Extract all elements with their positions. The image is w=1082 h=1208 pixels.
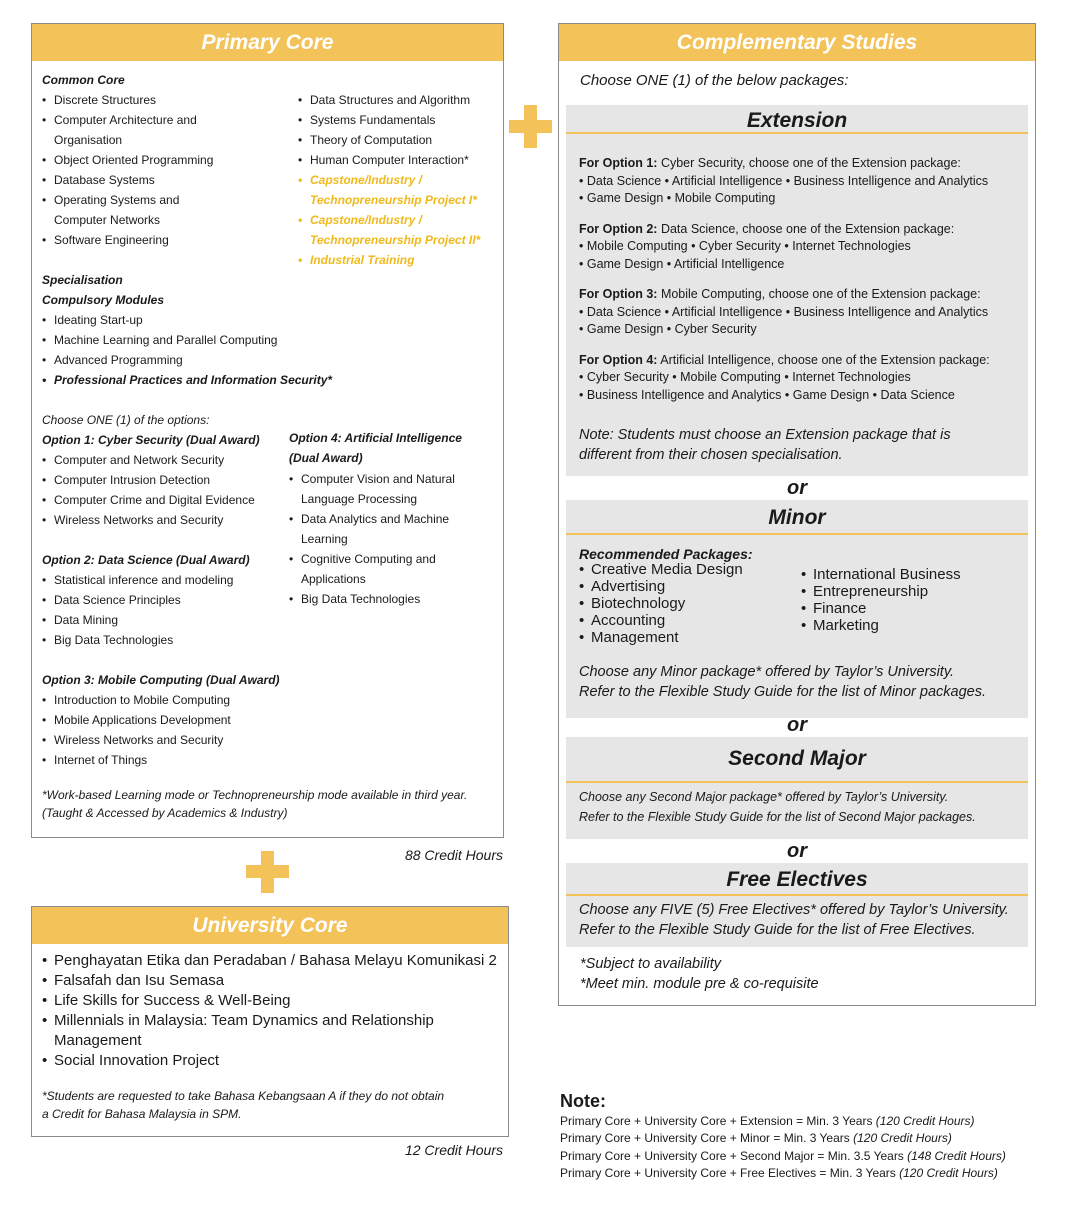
note-hours: (120 Credit Hours) (853, 1131, 952, 1146)
list-item: • Data Analytics and Machine (289, 509, 489, 529)
list-item-text: Management (54, 1032, 142, 1049)
option-packages: • Cyber Security • Mobile Computing • Internet Technologies (579, 370, 911, 384)
or-separator: or (787, 477, 807, 499)
list-item: • International Business (801, 566, 1011, 583)
list-item: • Penghayatan Etika dan Peradaban / Bahasa Melayu Komunikasi 2 (42, 951, 502, 971)
list-item-text: Learning (301, 532, 348, 546)
note-line: Choose any FIVE (5) Free Electives* offered by Taylor’s University. (579, 902, 1009, 918)
list-item: • Computer Intrusion Detection (42, 470, 282, 490)
note-heading: Note: (560, 1091, 606, 1111)
list-item: • Life Skills for Success & Well-Being (42, 991, 502, 1011)
common-core-heading: Common Core (42, 73, 125, 87)
list-item: • Falsafah dan Isu Semasa (42, 971, 502, 991)
option1-list (42, 450, 282, 530)
list-item: • Advanced Programming (42, 350, 442, 370)
list-item: • Entrepreneurship (801, 583, 1011, 600)
extension-options (579, 155, 1019, 417)
footnote-line: (Taught & Accessed by Academics & Industry) (42, 806, 288, 820)
list-item: • Marketing (801, 617, 1011, 634)
list-item: • Mobile Applications Development (42, 710, 302, 730)
free-electives-title: Free Electives (566, 863, 1028, 896)
option-label: For Option 4: (579, 352, 658, 367)
list-item-highlight: • Industrial Training (298, 250, 498, 270)
list-item: • Professional Practices and Information Security* (42, 370, 442, 390)
list-item: • Big Data Technologies (42, 630, 282, 650)
free-electives-section (566, 863, 1028, 947)
list-item: • Management (579, 629, 789, 646)
list-item-cont (289, 489, 489, 509)
plus-icon (246, 851, 289, 893)
option-packages: • Mobile Computing • Cyber Security • Internet Technologies (579, 239, 911, 253)
note-line: Choose any Minor package* offered by Taylor’s University. (579, 664, 955, 680)
list-item: • Social Innovation Project (42, 1051, 502, 1071)
list-item: • Data Mining (42, 610, 282, 630)
university-core-list (42, 951, 502, 1071)
university-core-panel (31, 906, 509, 1137)
option1-title: Option 1: Cyber Security (Dual Award) (42, 433, 260, 447)
option-text: Data Science, choose one of the Extension package: (657, 221, 955, 236)
option4-title-line1: Option 4: Artificial Intelligence (289, 431, 462, 445)
note-line (560, 1148, 1060, 1165)
minor-right-list (801, 566, 1011, 634)
option3-list (42, 690, 302, 770)
option-label: For Option 1: (579, 156, 658, 170)
list-item-highlight: • Capstone/Industry / (298, 170, 498, 190)
complementary-intro: Choose ONE (1) of the below packages: (580, 72, 849, 89)
university-core-credit-hours: 12 Credit Hours (404, 1142, 503, 1158)
list-item-text: Technopreneurship Project I* (310, 193, 477, 207)
note-line: different from their chosen specialisation. (579, 447, 843, 463)
list-item: • Machine Learning and Parallel Computing (42, 330, 442, 350)
list-item: • Cognitive Computing and (289, 549, 489, 569)
list-item: • Accounting (579, 612, 789, 629)
primary-core-panel (31, 23, 504, 838)
list-item: • Discrete Structures (42, 90, 292, 110)
option4-title (289, 428, 462, 468)
second-major-section (566, 737, 1028, 839)
note-text: Primary Core + University Core + Minor = Min. 3 Years (560, 1131, 854, 1146)
footnote-line: *Students are requested to take Bahasa Kebangsaan A if they do not obtain (42, 1089, 445, 1103)
note-line: Refer to the Flexible Study Guide for the list of Free Electives. (579, 922, 976, 938)
list-item: • Millennials in Malaysia: Team Dynamics and Relationship (42, 1011, 502, 1031)
list-item: • Computer Architecture and (42, 110, 292, 130)
plus-icon (509, 105, 552, 148)
minor-left-list (579, 561, 789, 646)
footnote-line: *Work-based Learning mode or Technopreneurship mode available in third year. (42, 788, 468, 802)
choose-options-text: Choose ONE (1) of the options: (42, 413, 210, 427)
option2-title: Option 2: Data Science (Dual Award) (42, 553, 250, 567)
list-item: • Theory of Computation (298, 130, 498, 150)
minor-note (579, 662, 986, 702)
list-item: • Database Systems (42, 170, 292, 190)
extension-option (579, 352, 1019, 405)
list-item-text: Organisation (54, 133, 123, 147)
list-item-cont (298, 230, 498, 250)
list-item: • Advertising (579, 578, 789, 595)
list-item: • Ideating Start-up (42, 310, 442, 330)
list-item-text: Technopreneurship Project II* (310, 233, 481, 247)
option-packages: • Game Design • Cyber Security (579, 322, 757, 336)
minor-section (566, 500, 1028, 718)
note-line (560, 1113, 1060, 1130)
list-item: • Wireless Networks and Security (42, 730, 302, 750)
note-line: Refer to the Flexible Study Guide for the list of Second Major packages. (579, 810, 976, 824)
list-item: • Introduction to Mobile Computing (42, 690, 302, 710)
note-line (560, 1165, 1060, 1182)
list-item: • Operating Systems and (42, 190, 292, 210)
extension-option (579, 155, 1019, 208)
note-line (560, 1130, 1060, 1147)
list-item: • Object Oriented Programming (42, 150, 292, 170)
list-item: • Data Science Principles (42, 590, 282, 610)
note-text: Primary Core + University Core + Second Major = Min. 3.5 Years (560, 1148, 908, 1163)
option-label: For Option 3: (579, 287, 658, 301)
second-major-title: Second Major (566, 737, 1028, 783)
option-text: Mobile Computing, choose one of the Extension package: (657, 287, 981, 301)
list-item: • Computer and Network Security (42, 450, 282, 470)
list-item-text: Language Processing (301, 492, 418, 506)
common-core-right-list (298, 90, 498, 270)
minor-title: Minor (566, 500, 1028, 535)
extension-section (566, 105, 1028, 476)
list-item-cont (42, 1031, 502, 1051)
or-separator: or (787, 714, 807, 736)
complementary-footnote (580, 954, 819, 994)
list-item-text: Applications (301, 572, 366, 586)
list-item-cont (42, 210, 292, 230)
list-item: • Systems Fundamentals (298, 110, 498, 130)
option-packages: • Data Science • Artificial Intelligence • Business Intelligence and Analytics (579, 304, 989, 319)
list-item-cont (289, 569, 489, 589)
university-core-footnote (42, 1087, 444, 1123)
option-packages: • Data Science • Artificial Intelligence • Business Intelligence and Analytics (579, 173, 989, 188)
note-lines (560, 1113, 1060, 1182)
extension-title: Extension (566, 105, 1028, 134)
complementary-panel (558, 23, 1036, 1006)
compulsory-list (42, 310, 442, 390)
second-major-note (579, 787, 976, 827)
list-item: • Big Data Technologies (289, 589, 489, 609)
list-item: • Creative Media Design (579, 561, 789, 578)
university-core-title: University Core (32, 907, 508, 944)
recommended-heading: Recommended Packages: (579, 546, 753, 562)
free-electives-note (579, 900, 1009, 940)
primary-core-credit-hours: 88 Credit Hours (404, 847, 503, 863)
or-separator: or (787, 840, 807, 862)
note-line: Note: Students must choose an Extension package that is (579, 427, 951, 443)
list-item: • Software Engineering (42, 230, 292, 250)
extension-option (579, 221, 1019, 274)
note-hours: (120 Credit Hours) (899, 1165, 998, 1180)
list-item: • Computer Crime and Digital Evidence (42, 490, 282, 510)
list-item: • Human Computer Interaction* (298, 150, 498, 170)
list-item-text: Computer Networks (54, 213, 161, 227)
list-item: • Internet of Things (42, 750, 302, 770)
primary-core-title: Primary Core (32, 24, 503, 61)
footnote-line: a Credit for Bahasa Malaysia in SPM. (42, 1107, 242, 1121)
duration-note (560, 1090, 1060, 1182)
list-item: • Biotechnology (579, 595, 789, 612)
option-text: Cyber Security, choose one of the Extension package: (657, 156, 961, 170)
list-item-cont (298, 190, 498, 210)
list-item: • Wireless Networks and Security (42, 510, 282, 530)
option4-list (289, 469, 489, 609)
list-item: • Statistical inference and modeling (42, 570, 282, 590)
primary-core-footnote (42, 786, 467, 822)
note-text: Primary Core + University Core + Free Electives = Min. 3 Years (560, 1165, 900, 1180)
list-item-cont (289, 529, 489, 549)
option-text: Artificial Intelligence, choose one of the Extension package: (657, 352, 990, 367)
option-packages: • Business Intelligence and Analytics • Game Design • Data Science (579, 387, 955, 402)
extension-option (579, 286, 1019, 339)
note-hours: (148 Credit Hours) (907, 1148, 1006, 1163)
common-core-left-list (42, 90, 292, 250)
note-hours: (120 Credit Hours) (875, 1114, 975, 1128)
option4-title-line2: (Dual Award) (289, 451, 363, 465)
option-label: For Option 2: (579, 221, 658, 236)
extension-note (579, 425, 951, 465)
specialisation-heading: Specialisation (42, 273, 123, 287)
list-item: • Finance (801, 600, 1011, 617)
option-packages: • Game Design • Mobile Computing (579, 191, 776, 205)
option3-title: Option 3: Mobile Computing (Dual Award) (42, 673, 280, 687)
option-packages: • Game Design • Artificial Intelligence (579, 256, 785, 271)
list-item-highlight: • Capstone/Industry / (298, 210, 498, 230)
list-item-cont (42, 130, 292, 150)
list-item: • Data Structures and Algorithm (298, 90, 498, 110)
note-text: Primary Core + University Core + Extension = Min. 3 Years (560, 1114, 876, 1128)
footnote-line: *Subject to availability (580, 956, 722, 972)
note-line: Refer to the Flexible Study Guide for the list of Minor packages. (579, 684, 987, 700)
complementary-title: Complementary Studies (559, 24, 1035, 61)
option2-list (42, 570, 282, 650)
note-line: Choose any Second Major package* offered by Taylor’s University. (579, 790, 949, 804)
compulsory-heading: Compulsory Modules (42, 293, 165, 307)
footnote-line: *Meet min. module pre & co-requisite (580, 976, 819, 992)
list-item: • Computer Vision and Natural (289, 469, 489, 489)
